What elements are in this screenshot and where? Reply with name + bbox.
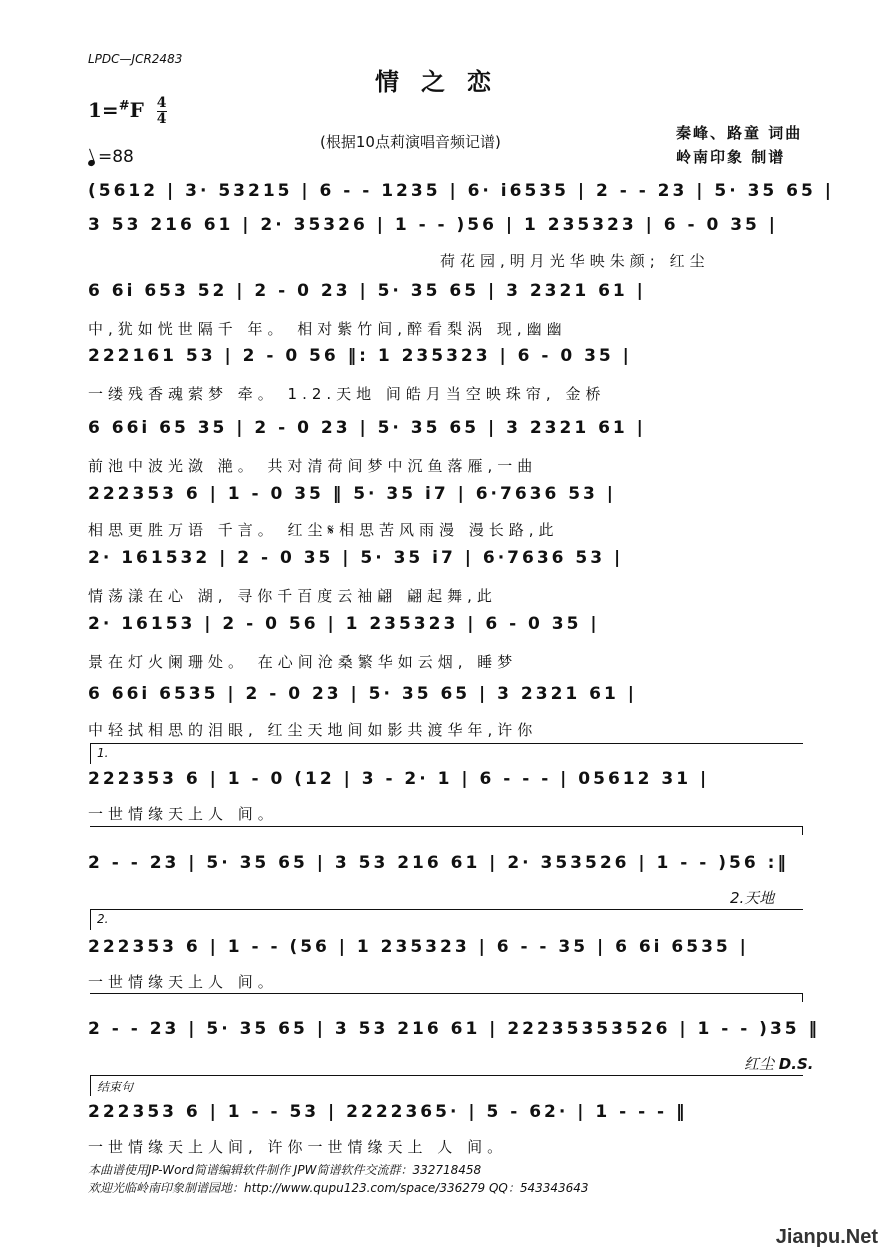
score-line-1: (5612 | 3· 53215 | 6 - - 1235 | 6· i6535 | 2 - - 23 | 5· 35 65 | [88, 181, 834, 201]
second-ending-bracket [90, 909, 803, 930]
meter-bottom: 4 [156, 111, 167, 127]
score-line-7: 2· 161532 | 2 - 0 35 | 5· 35 i7 | 6·7636 53 | [88, 548, 624, 568]
lyric-line-10: 一世情缘天上人 间。 [88, 805, 278, 823]
ds-lyric: 红尘 [744, 1055, 775, 1073]
time-signature [157, 96, 167, 127]
lyricist-composer: 秦峰、路童 词曲 [676, 124, 803, 142]
first-ending-label: 1. [97, 746, 109, 760]
page-title: 情之恋 [375, 67, 513, 96]
second-ending-close [90, 993, 803, 1002]
tempo-mark [88, 147, 134, 167]
footer-website-note: 欢迎光临岭南印象制谱园地：http://www.qupu123.com/space/336279 QQ：543343643 [88, 1181, 589, 1195]
tempo-value: =88 [98, 147, 134, 167]
meter-top: 4 [156, 95, 167, 111]
transcription-source: (根据10点莉演唱音频记谱) [320, 133, 501, 151]
score-line-3: 6 6i 653 52 | 2 - 0 23 | 5· 35 65 | 3 2321 61 | [88, 281, 646, 301]
lyric-line-14: 一世情缘天上人间, 许你一世情缘天上 人 间。 [88, 1138, 508, 1156]
lyric-line-3: 中,犹如恍世隔千 年。 相对紫竹间,醉看梨涡 现,幽幽 [88, 320, 567, 338]
first-ending-bracket [90, 743, 803, 764]
score-line-4: 222161 53 | 2 - 0 56 ‖: 1 235323 | 6 - 0 35 | [88, 346, 632, 366]
ds-sign: D.S. [778, 1055, 814, 1073]
score-line-11: 2 - - 23 | 5· 35 65 | 3 53 216 61 | 2· 353526 | 1 - - )56 :‖ [88, 853, 789, 873]
key-signature [88, 96, 167, 127]
site-watermark: Jianpu.Net [775, 1226, 878, 1248]
score-line-8: 2· 16153 | 2 - 0 56 | 1 235323 | 6 - 0 35 | [88, 614, 600, 634]
key-note: F [129, 98, 144, 122]
lyric-line-7: 情荡漾在心 湖, 寻你千百度云袖翩 翩起舞,此 [88, 587, 497, 605]
score-line-9: 6 66i 6535 | 2 - 0 23 | 5· 35 65 | 3 2321 61 | [88, 684, 637, 704]
lyric-line-9: 中轻拭相思的泪眼, 红尘天地间如影共渡华年,许你 [88, 721, 538, 739]
ending-phrase-bracket [90, 1075, 803, 1096]
score-line-13: 2 - - 23 | 5· 35 65 | 3 53 216 61 | 22235353526 | 1 - - )35 ‖ [88, 1019, 821, 1039]
footer-software-note: 本曲谱使用JP-Word简谱编辑软件制作 JPW简谱软件交流群：332718458 [88, 1163, 482, 1177]
score-line-14: 222353 6 | 1 - - 53 | 2222365· | 5 - 62· | 1 - - - ‖ [88, 1102, 688, 1122]
lyric-line-12: 一世情缘天上人 间。 [88, 973, 278, 991]
lyric-line-8: 景在灯火阑珊处。 在心间沧桑繁华如云烟, 睡梦 [88, 653, 518, 671]
quarter-note-icon [87, 159, 96, 167]
score-line-12: 222353 6 | 1 - - (56 | 1 235323 | 6 - - 35 | 6 6i 6535 | [88, 937, 749, 957]
score-line-6: 222353 6 | 1 - 0 35 ‖ 5· 35 i7 | 6·7636 53 | [88, 484, 617, 504]
sharp-sign: # [118, 98, 130, 114]
key-prefix: 1= [88, 98, 119, 122]
lyric-line-6: 相思更胜万语 千言。 红尘𝄋相思苦风雨漫 漫长路,此 [88, 521, 559, 539]
lyric-line-2: 荷花园,明月光华映朱颜; 红尘 [440, 252, 710, 270]
second-ending-lyric: 2.天地 [730, 889, 775, 907]
lyric-line-4: 一缕残香魂萦梦 牵。 1.2.天地 间皓月当空映珠帘, 金桥 [88, 385, 606, 403]
score-code: LPDC—JCR2483 [88, 52, 183, 66]
first-ending-close [90, 826, 803, 835]
arranger: 岭南印象 制谱 [676, 148, 786, 166]
ds-marker [744, 1053, 813, 1074]
score-line-2: 3 53 216 61 | 2· 35326 | 1 - - )56 | 1 235323 | 6 - 0 35 | [88, 215, 779, 235]
lyric-line-5: 前池中波光潋 滟。 共对清荷间梦中沉鱼落雁,一曲 [88, 457, 538, 475]
ending-phrase-label: 结束句 [97, 1080, 134, 1094]
second-ending-label: 2. [97, 912, 109, 926]
score-line-10: 222353 6 | 1 - 0 (12 | 3 - 2· 1 | 6 - - - | 05612 31 | [88, 769, 710, 789]
score-line-5: 6 66i 65 35 | 2 - 0 23 | 5· 35 65 | 3 2321 61 | [88, 418, 646, 438]
